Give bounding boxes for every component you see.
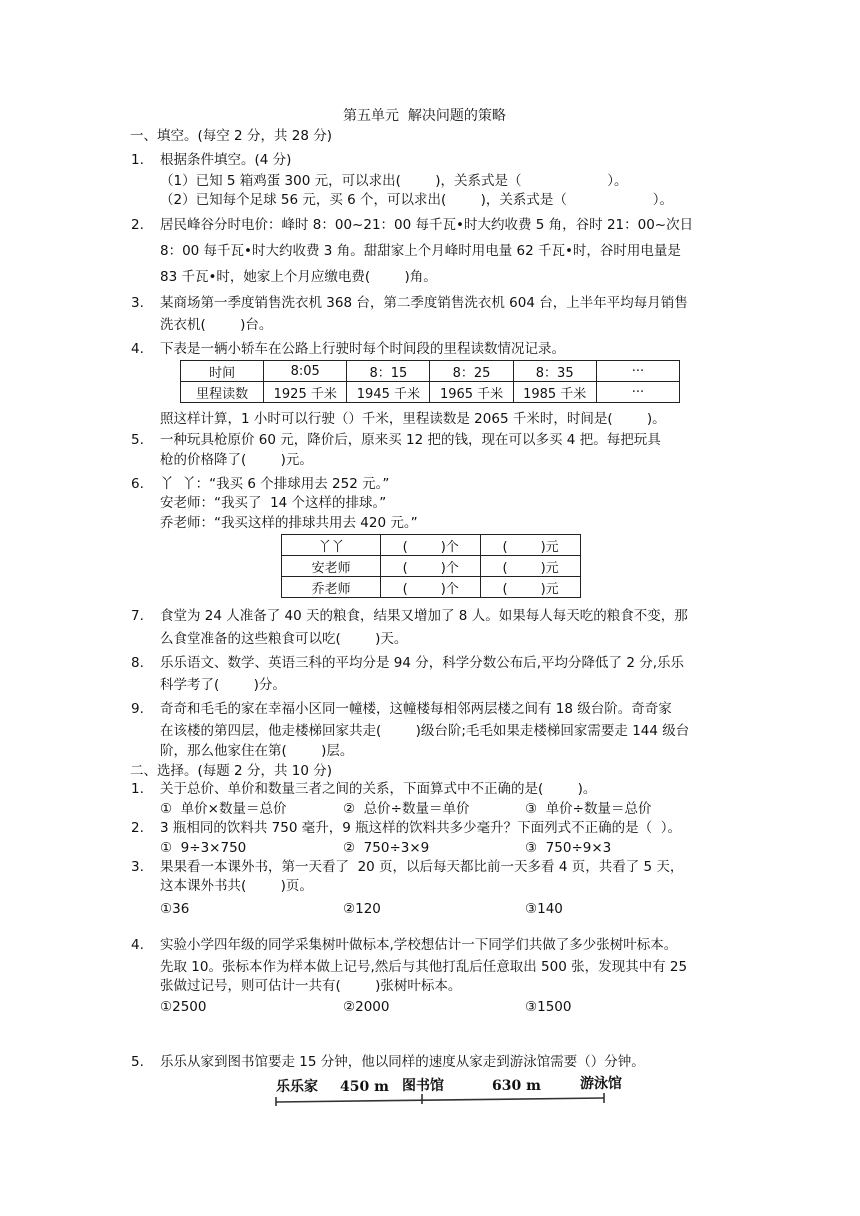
page-title: 第五单元 解决问题的策略 [343,108,506,124]
q9-line2: 在该楼的第四层，他走楼梯回家共走( )级台阶;毛毛如果走楼梯回家需要走 144 级台 [160,723,690,739]
s2-q2-number: 2. [131,820,144,836]
s2-q5-number: 5. [131,1054,144,1070]
s2-q4-option-2: ②2000 [343,999,390,1015]
q7-number: 7. [131,608,144,624]
s2-q2-option-3: ③ 750÷9×3 [525,840,612,856]
q7-line1: 食堂为 24 人准备了 40 天的粮食，结果又增加了 8 人。如果每人每天吃的粮食不变，那 [160,608,688,624]
q6-line1: 丫 丫：“我买 6 个排球用去 252 元。” [160,476,390,492]
q2-line2: 8：00 每千瓦•时大约收费 3 角。甜甜家上个月峰时用电量 62 千瓦•时，谷时用电量是 [160,243,681,259]
s2-q4-line3: 张做过记号，则可估计一共有( )张树叶标本。 [160,978,462,994]
table-row [282,577,581,598]
q8-line2: 科学考了( )分。 [160,677,286,693]
s2-q1-option-3: ③ 单价÷数量＝总价 [525,801,652,817]
q6-number: 6. [131,476,144,492]
q5-number: 5. [131,432,144,448]
q5-line1: 一种玩具枪原价 60 元，降价后，原来买 12 把的钱，现在可以多买 4 把。每把玩具 [160,432,661,448]
table-cell: ( )个 [381,556,481,577]
table-cell: ( )元 [481,577,581,598]
table-cell: 时间 [181,361,264,382]
q1-sub2: （2）已知每个足球 56 元，买 6 个，可以求出( )，关系式是（ ）。 [160,192,673,208]
q4-number: 4. [131,341,144,357]
q1-stem: 根据条件填空。(4 分) [160,152,292,168]
q3-number: 3. [131,295,144,311]
table-row [282,535,581,556]
q8-number: 8. [131,655,144,671]
q2-number: 2. [131,217,144,233]
table-row [282,556,581,577]
route-diagram [270,1072,640,1112]
s2-q4-number: 4. [131,937,144,953]
volleyball-table [281,534,581,598]
s2-q2-option-1: ① 9÷3×750 [160,840,247,856]
table-row [181,361,680,382]
table-cell: ( )个 [381,535,481,556]
s2-q3-option-1: ①36 [160,901,190,917]
table-cell: 1945 千米 [347,382,430,403]
section-1-heading: 一、填空。(每空 2 分，共 28 分) [130,128,332,144]
q9-line1: 奇奇和毛毛的家在幸福小区同一幢楼，这幢楼每相邻两层楼之间有 18 级台阶。奇奇家 [160,701,672,717]
s2-q3-line1: 果果看一本课外书，第一天看了 20 页，以后每天都比前一天多看 4 页，共看了 5 天， [160,859,684,875]
table-cell: 1965 千米 [430,382,513,403]
pool-label: 游泳馆 [580,1076,622,1092]
distance-2-label: 630 m [492,1078,541,1094]
table-cell: 1925 千米 [264,382,347,403]
table-row [181,382,680,403]
q7-line2: 么食堂准备的这些粮食可以吃( )天。 [160,631,408,647]
table-cell: 8：35 [513,361,596,382]
s2-q3-option-2: ②120 [343,901,381,917]
table-cell: 乔老师 [282,577,381,598]
s2-q4-option-3: ③1500 [525,999,572,1015]
s2-q1-number: 1. [131,781,144,797]
table-cell: 8：25 [430,361,513,382]
s2-q1-option-2: ② 总价÷数量＝单价 [343,801,470,817]
q3-line2: 洗衣机( )台。 [160,317,273,333]
s2-q3-line2: 这本课外书共( )页。 [160,878,313,894]
table-cell: 安老师 [282,556,381,577]
q1-number: 1. [131,152,144,168]
s2-q1-stem: 关于总价、单价和数量三者之间的关系，下面算式中不正确的是( )。 [160,781,597,797]
library-label: 图书馆 [402,1078,444,1094]
q6-line2: 安老师：“我买了 14 个这样的排球。” [160,495,387,511]
table-cell: 丫丫 [282,535,381,556]
s2-q2-option-2: ② 750÷3×9 [343,840,430,856]
table-cell: 8:05 [264,361,347,382]
s2-q2-stem: 3 瓶相同的饮料共 750 毫升，9 瓶这样的饮料共多少毫升？下面列式不正确的是（ ）。 [160,820,681,836]
table-cell: ··· [596,361,679,382]
s2-q4-line2: 先取 10。张标本作为样本做上记号,然后与其他打乱后任意取出 500 张，发现其中有 25 [160,959,688,975]
q4-stem: 下表是一辆小轿车在公路上行驶时每个时间段的里程读数情况记录。 [160,341,565,357]
q1-sub1: （1）已知 5 箱鸡蛋 300 元，可以求出( )，关系式是（ ）。 [160,173,628,189]
q8-line1: 乐乐语文、数学、英语三科的平均分是 94 分，科学分数公布后,平均分降低了 2 分,乐乐 [160,655,685,671]
mileage-table [180,360,680,403]
s2-q3-number: 3. [131,859,144,875]
table-cell: 1985 千米 [513,382,596,403]
s2-q4-line1: 实验小学四年级的同学采集树叶做标本,学校想估计一下同学们共做了多少张树叶标本。 [160,937,678,953]
q5-line2: 枪的价格降了( )元。 [160,452,313,468]
table-cell: 8：15 [347,361,430,382]
table-cell: ( )元 [481,535,581,556]
table-cell: ( )元 [481,556,581,577]
q2-line3: 83 千瓦•时，她家上个月应缴电费( )角。 [160,269,437,285]
table-cell: ( )个 [381,577,481,598]
home-label: 乐乐家 [276,1079,318,1095]
s2-q4-option-1: ①2500 [160,999,207,1015]
q4-after: 照这样计算，1 小时可以行驶（）千米，里程读数是 2065 千米时，时间是( )。 [160,411,666,427]
distance-1-label: 450 m [340,1079,389,1095]
q2-line1: 居民峰谷分时电价：峰时 8：00~21：00 每千瓦•时大约收费 5 角，谷时 21：00~次日 [160,217,694,233]
q3-line1: 某商场第一季度销售洗衣机 368 台，第二季度销售洗衣机 604 台，上半年平均每月销售 [160,295,688,311]
s2-q5-stem: 乐乐从家到图书馆要走 15 分钟，他以同样的速度从家走到游泳馆需要（）分钟。 [160,1054,645,1070]
section-2-heading: 二、选择。(每题 2 分，共 10 分) [130,763,332,779]
q6-line3: 乔老师：“我买这样的排球共用去 420 元。” [160,515,418,531]
s2-q3-option-3: ③140 [525,901,563,917]
table-cell: 里程读数 [181,382,264,403]
s2-q1-option-1: ① 单价×数量＝总价 [160,801,287,817]
q9-number: 9. [131,701,144,717]
q9-line3: 阶，那么他家住在第( )层。 [160,743,354,759]
table-cell: ··· [596,382,679,403]
